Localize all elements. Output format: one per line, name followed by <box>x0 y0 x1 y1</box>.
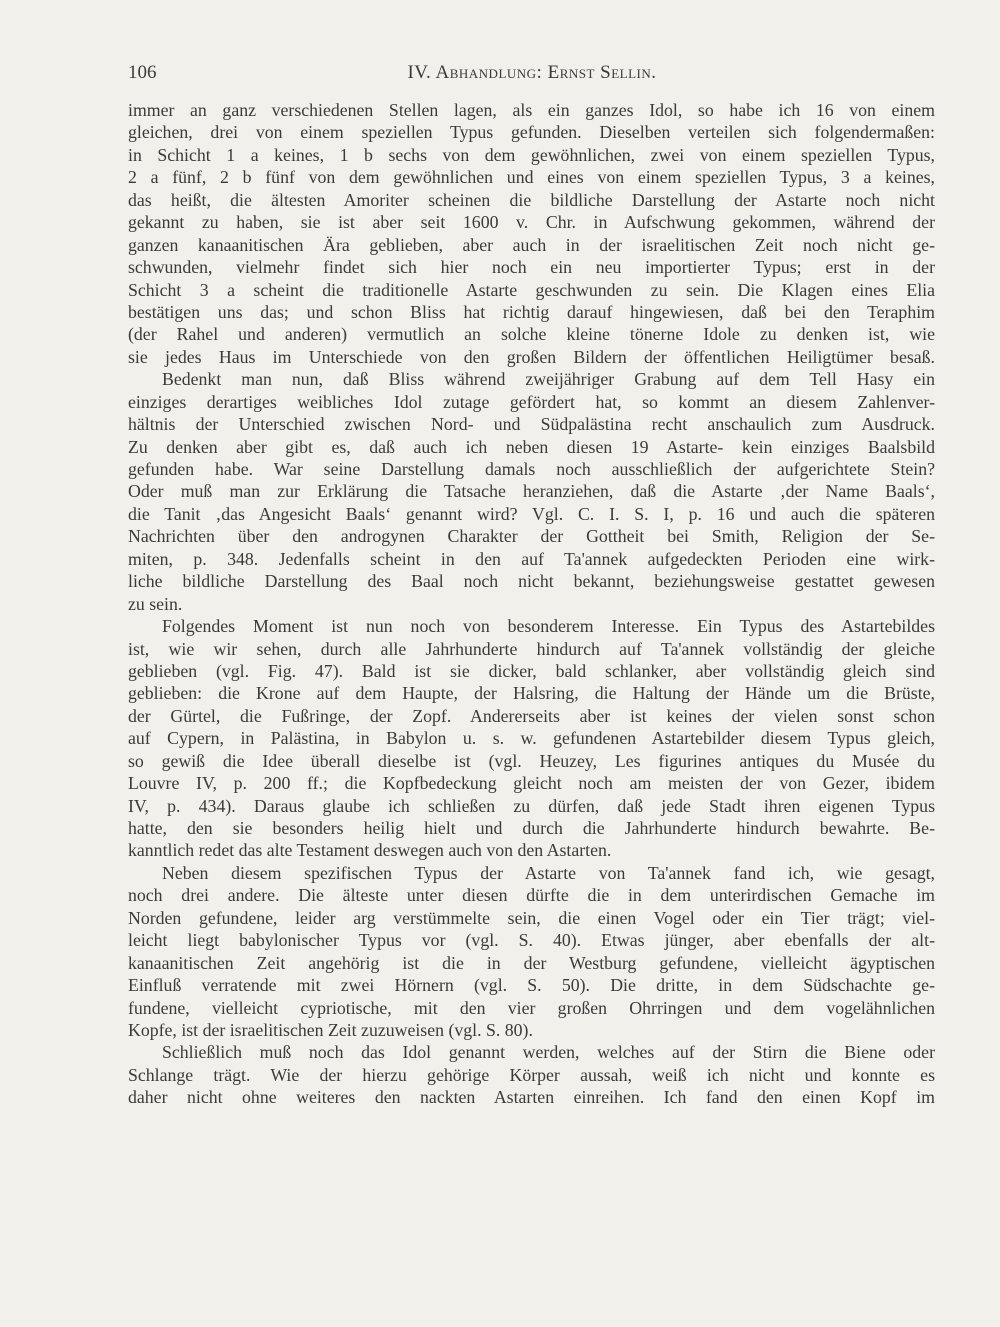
text-line: Zu denken aber gibt es, daß auch ich neben diesen 19 Astarte- kein einziges Baalsbild <box>128 436 935 457</box>
text-line: hatte, den sie besonders heilig hielt und durch die Jahrhunderte hindurch bewahrte. Be- <box>128 818 935 838</box>
body-text <box>128 99 935 1109</box>
text-line: fundene, vielleicht cypriotische, mit den vier großen Ohrringen und dem vogelähnlichen <box>128 997 935 1018</box>
text-line: so gewiß die Idee überall dieselbe ist (vgl. Heuzey, Les figurines antiques du Musée du <box>128 750 935 771</box>
text-line: liche bildliche Darstellung des Baal noch nicht bekannt, beziehungsweise gestattet gewesen <box>128 571 935 592</box>
text-line: noch drei andere. Die älteste unter diesen dürfte die in dem unterirdischen Gemache im <box>128 885 935 906</box>
text-line: Norden gefundene, leider arg verstümmelte sein, die einen Vogel oder ein Tier trägt; viel- <box>128 907 935 928</box>
text-line: Oder muß man zur Erklärung die Tatsache heranziehen, daß die Astarte ‚der Name Baals‘, <box>128 481 935 502</box>
text-line: kanntlich redet das alte Testament deswegen auch von den Astarten. <box>128 840 612 861</box>
text-line: (der Rahel und anderen) vermutlich an solche kleine tönerne Idole zu denken ist, wie <box>128 324 935 345</box>
text-line: hältnis der Unterschied zwischen Nord- und Südpalästina recht anschaulich zum Ausdruck. <box>128 414 935 435</box>
page-number: 106 <box>128 62 157 83</box>
text-line: Bedenkt man nun, daß Bliss während zweijähriger Grabung auf dem Tell Hasy ein <box>162 369 935 390</box>
text-line: Schließlich muß noch das Idol genannt werden, welches auf der Stirn die Biene oder <box>162 1042 935 1063</box>
text-line: Louvre IV, p. 200 ff.; die Kopfbedeckung gleicht noch am meisten der von Gezer, ibidem <box>128 773 935 794</box>
text-line: miten, p. 348. Jedenfalls scheint in den auf Ta'annek aufgedeckten Perioden eine wirk- <box>128 548 935 569</box>
text-line: bestätigen uns das; und schon Bliss hat richtig darauf hingewiesen, daß bei den Teraphim <box>128 301 935 322</box>
text-line: ist, wie wir sehen, durch alle Jahrhunderte hindurch auf Ta'annek vollständig der gleiche <box>128 638 935 659</box>
text-line: Schlange trägt. Wie der hierzu gehörige Körper aussah, weiß ich nicht und konnte es <box>128 1064 935 1085</box>
text-line: die Tanit ‚das Angesicht Baals‘ genannt wird? Vgl. C. I. S. I, p. 16 und auch die späteren <box>128 503 935 524</box>
text-line: das heißt, die ältesten Amoriter scheinen die bildliche Darstellung der Astarte noch nicht <box>128 189 935 210</box>
text-line: gefunden habe. War seine Darstellung damals noch ausschließlich der aufgerichtete Stein? <box>128 459 935 479</box>
text-line: einziges derartiges weibliches Idol zutage gefördert hat, so kommt an diesem Zahlenver- <box>128 391 935 412</box>
running-head <box>128 62 936 88</box>
text-line: sie jedes Haus im Unterschiede von den großen Bildern der öffentlichen Heiligtümer besaß. <box>128 346 935 367</box>
text-line: Schicht 3 a scheint die traditionelle Astarte geschwunden zu sein. Die Klagen eines Elia <box>128 279 935 300</box>
text-line: Nachrichten über den androgynen Charakter der Gottheit bei Smith, Religion der Se- <box>128 526 935 547</box>
text-line: in Schicht 1 a keines, 1 b sechs von dem gewöhnlichen, zwei von einem speziellen Typus, <box>128 144 935 165</box>
text-line: geblieben: die Krone auf dem Haupte, der Halsring, die Haltung der Hände um die Brüste, <box>128 683 935 704</box>
text-line: auf Cypern, in Palästina, in Babylon u. s. w. gefundenen Astartebilder diesem Typus gleich, <box>128 728 935 749</box>
running-title: IV. Abhandlung: Ernst Sellin. <box>407 62 657 83</box>
text-line: Kopfe, ist der israelitischen Zeit zuzuweisen (vgl. S. 80). <box>128 1019 533 1040</box>
text-line: der Gürtel, die Fußringe, der Zopf. Andererseits aber ist keines der vielen sonst schon <box>128 705 935 726</box>
text-line: leicht liegt babylonischer Typus vor (vgl. S. 40). Etwas jünger, aber ebenfalls der alt- <box>128 930 935 951</box>
text-line: Folgendes Moment ist nun noch von besonderem Interesse. Ein Typus des Astartebildes <box>162 616 935 637</box>
text-line: kanaanitischen Zeit angehörig ist die in der Westburg gefundene, vielleicht ägyptischen <box>128 952 935 973</box>
text-line: schwunden, vielmehr findet sich hier noch ein neu importierter Typus; erst in der <box>128 257 935 278</box>
text-line: Einfluß verratende mit zwei Hörnern (vgl. S. 50). Die dritte, in dem Südschachte ge- <box>128 975 935 996</box>
text-line: ganzen kanaanitischen Ära geblieben, aber auch in der israelitischen Zeit noch nicht ge- <box>128 234 935 255</box>
text-line: immer an ganz verschiedenen Stellen lagen, als ein ganzes Idol, so habe ich 16 von einem <box>128 100 935 120</box>
text-line: 2 a fünf, 2 b fünf von dem gewöhnlichen und eines von einem speziellen Typus, 3 a keines, <box>128 167 935 188</box>
text-line: Neben diesem spezifischen Typus der Astarte von Ta'annek fand ich, wie gesagt, <box>162 862 935 883</box>
text-line: geblieben (vgl. Fig. 47). Bald ist sie dicker, bald schlanker, aber vollständig gleich sind <box>128 660 935 681</box>
text-line: gleichen, drei von einem speziellen Typus gefunden. Dieselben verteilen sich folgendermaßen: <box>128 122 935 143</box>
text-line: daher nicht ohne weiteres den nackten Astarten einreihen. Ich fand den einen Kopf im <box>128 1087 935 1108</box>
text-line: gekannt zu haben, sie ist aber seit 1600 v. Chr. in Aufschwung gekommen, während der <box>128 212 935 233</box>
text-line: zu sein. <box>128 593 183 614</box>
text-line: IV, p. 434). Daraus glaube ich schließen zu dürfen, daß jede Stadt ihren eigenen Typus <box>128 795 935 816</box>
